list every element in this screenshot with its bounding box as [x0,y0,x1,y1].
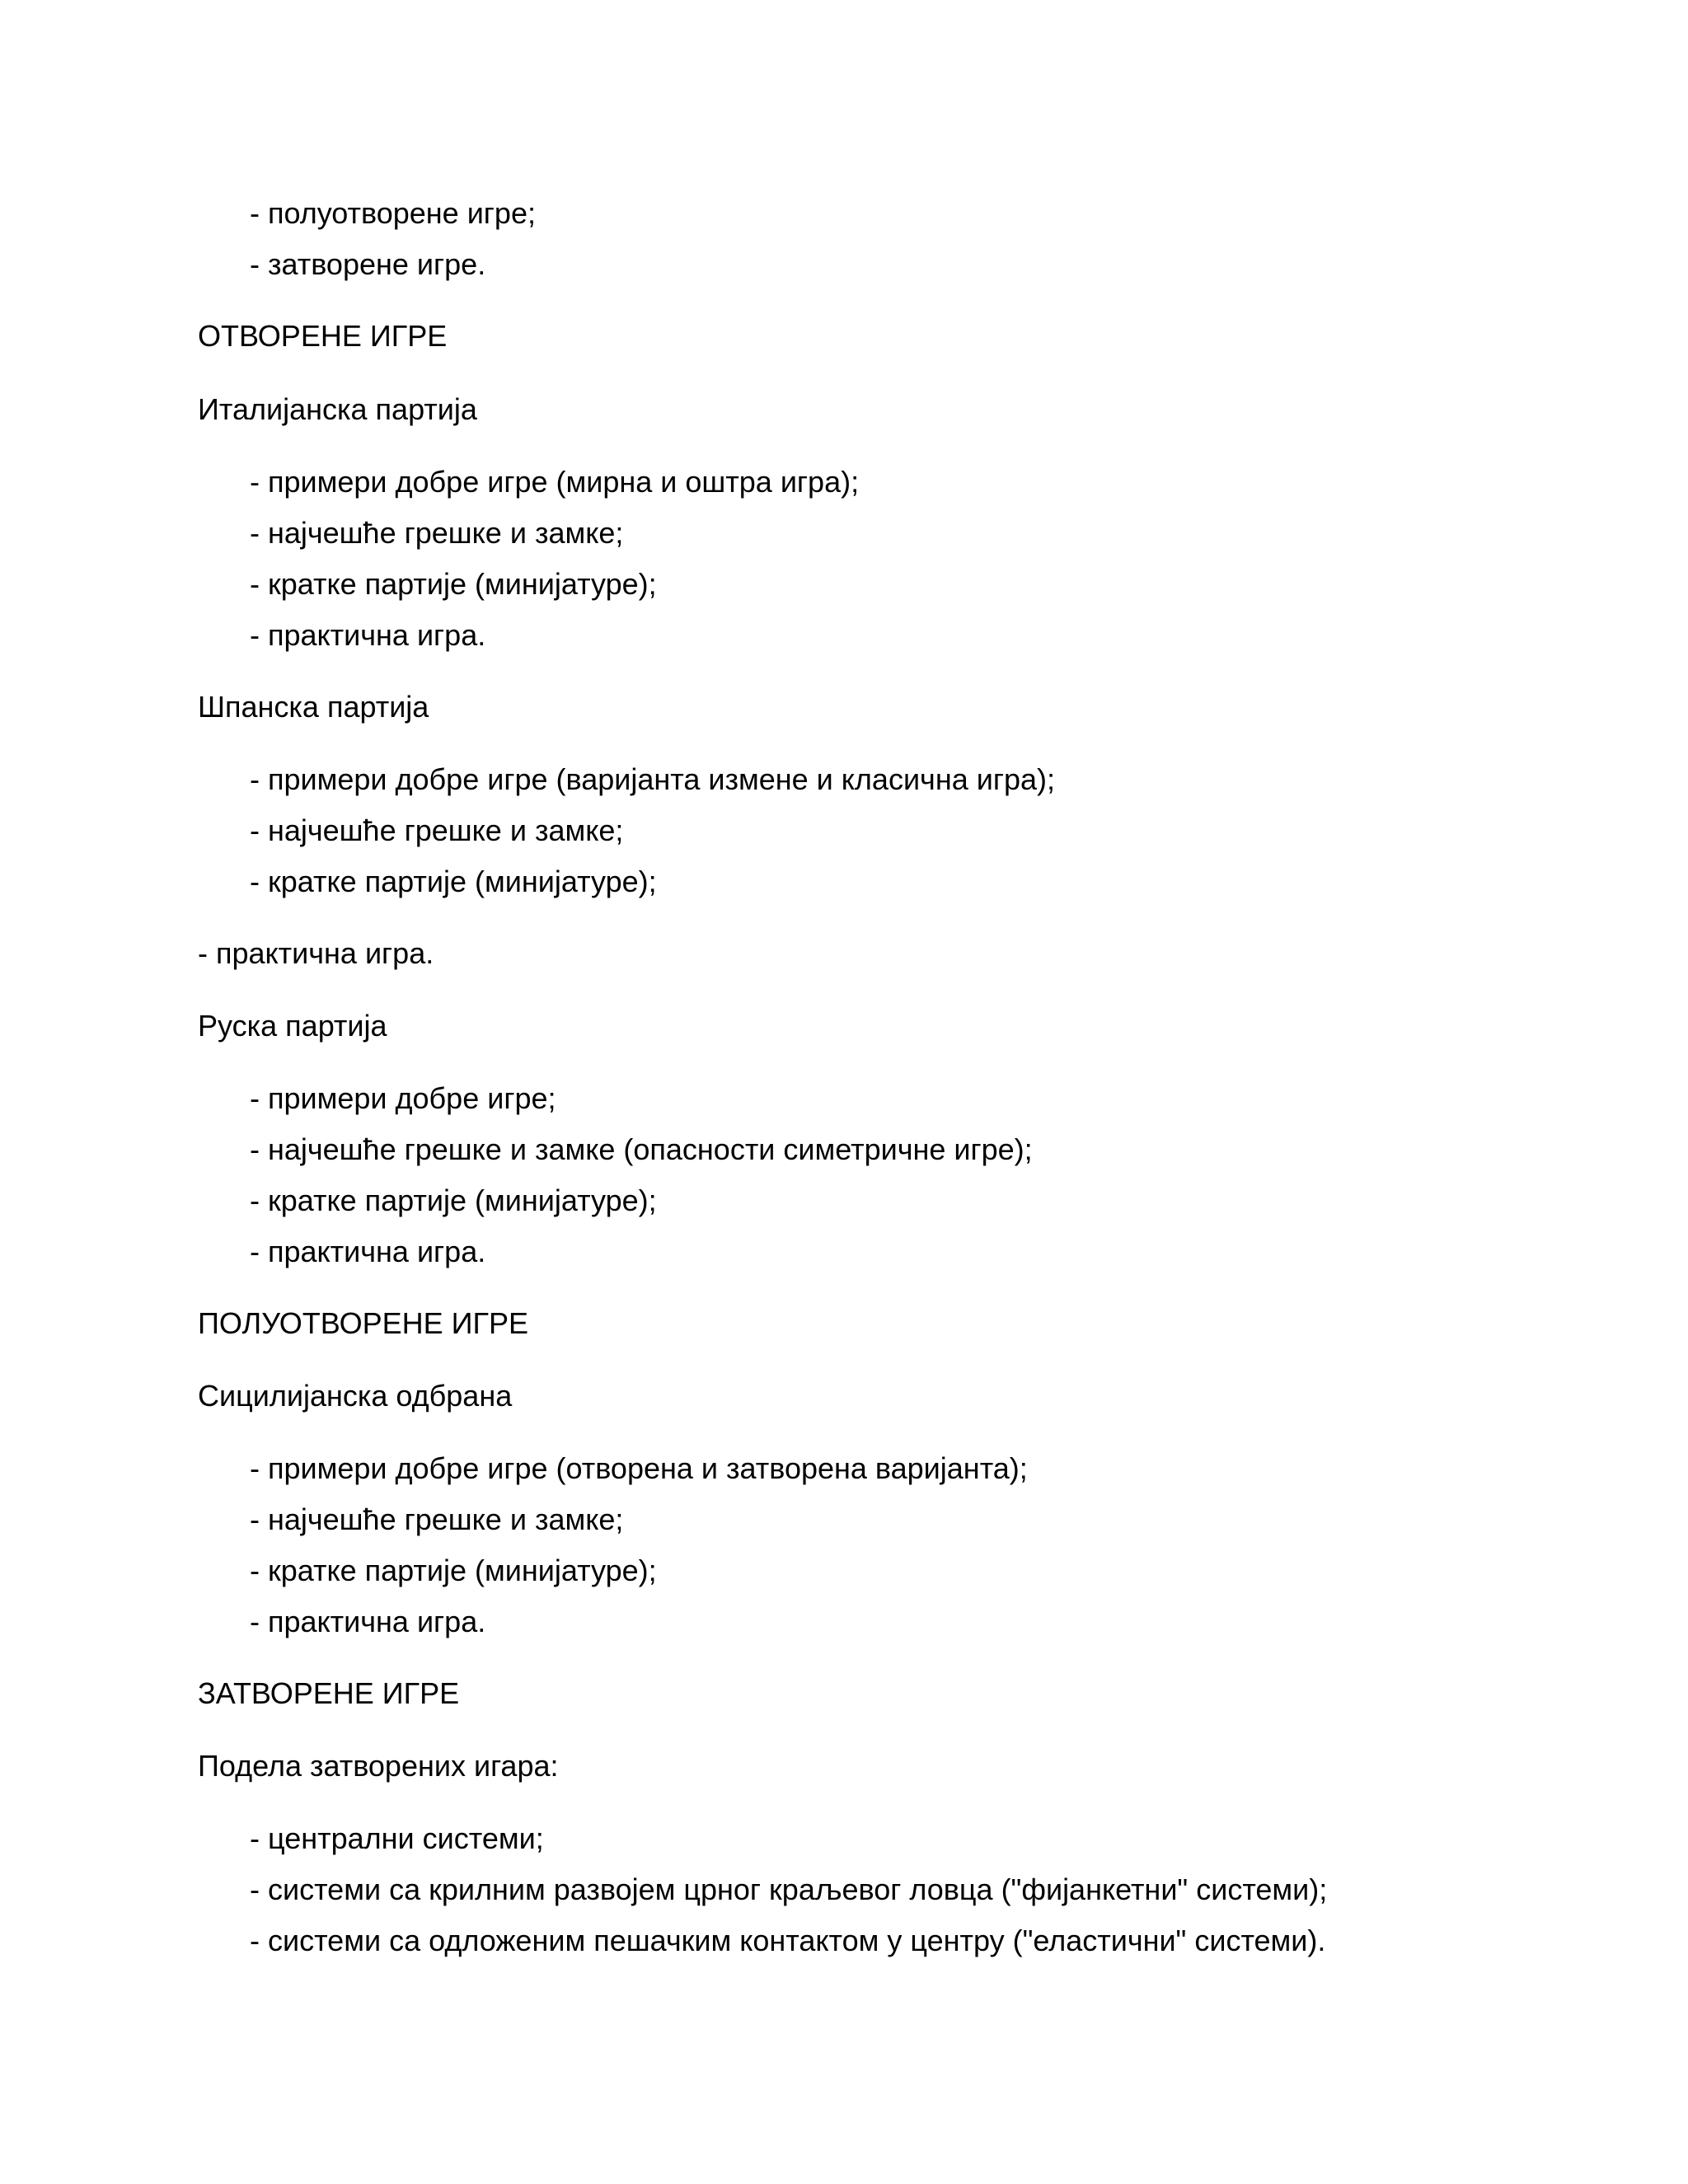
list-item: - најчешће грешке и замке; [250,516,624,550]
list-item: - затворене игре. [250,247,486,281]
list-item: - најчешће грешке и замке (опасности симетричне игре); [250,1132,1033,1166]
subsection-title-spanish: Шпанска партија [198,690,429,724]
list-item: - кратке партије (минијатуре); [250,865,657,898]
list-item: - примери добре игре (мирна и оштра игра); [250,465,860,499]
list-item: - примери добре игре; [250,1081,556,1115]
list-item: - практична игра. [198,936,434,970]
list-item: - системи са одложеним пешачким контактом у центру ("еластични" системи). [250,1924,1326,1957]
list-item: - системи са крилним развојем црног краљевог ловца ("фијанкетни" системи); [250,1872,1328,1906]
list-item: - кратке партије (минијатуре); [250,1554,657,1587]
list-item: - практична игра. [250,1235,486,1268]
section-heading-closed-games: ЗАТВОРЕНЕ ИГРЕ [198,1676,460,1710]
list-item: - полуотворене игре; [250,196,536,230]
list-item: - практична игра. [250,618,486,652]
list-item: - примери добре игре (варијанта измене и класична игра); [250,762,1055,796]
subsection-title-italian: Италијанска партија [198,392,477,426]
list-item: - примери добре игре (отворена и затворена варијанта); [250,1451,1028,1485]
list-item: - централни системи; [250,1821,544,1855]
section-heading-semi-open-games: ПОЛУОТВОРЕНЕ ИГРЕ [198,1306,529,1340]
subsection-title-division: Подела затворених игара: [198,1749,559,1783]
subsection-title-sicilian: Сицилијанска одбрана [198,1379,513,1413]
section-heading-open-games: ОТВОРЕНЕ ИГРЕ [198,319,448,353]
list-item: - кратке партије (минијатуре); [250,1183,657,1217]
list-item: - најчешће грешке и замке; [250,813,624,847]
subsection-title-russian: Руска партија [198,1009,387,1043]
list-item: - практична игра. [250,1605,486,1638]
list-item: - најчешће грешке и замке; [250,1502,624,1536]
list-item: - кратке партије (минијатуре); [250,567,657,601]
